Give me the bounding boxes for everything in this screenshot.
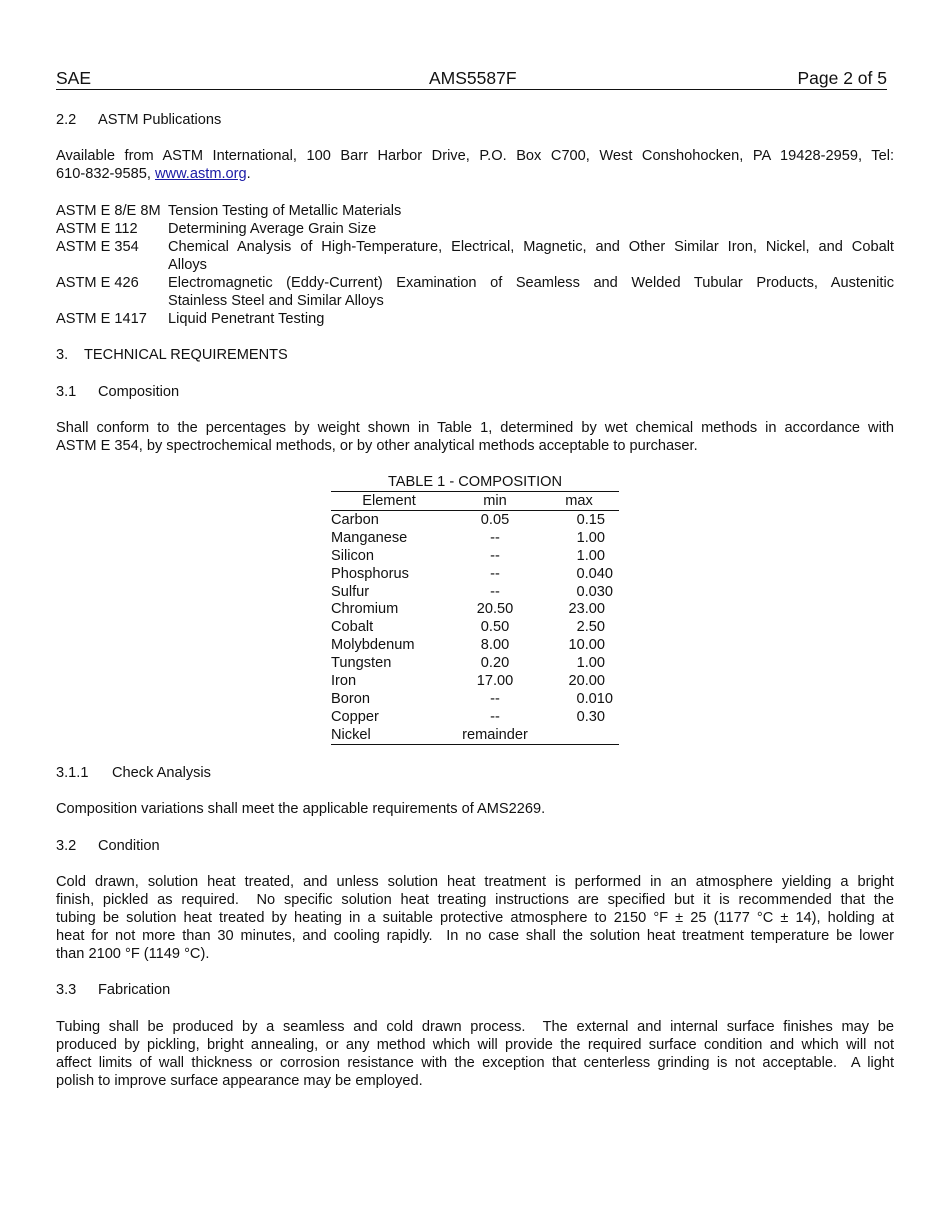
cell-element: Iron [331, 673, 357, 690]
cell-element: Tungsten [331, 655, 392, 672]
cell-element: Copper [331, 708, 379, 725]
header-element: Element [362, 493, 416, 509]
cell-element: Boron [331, 690, 370, 707]
page-header [56, 68, 887, 90]
cell-max: 0.010 [576, 690, 613, 707]
table-row [331, 690, 619, 708]
standard-title: Determining Average Grain Size [168, 221, 377, 237]
cell-max: 20.00 [568, 673, 605, 690]
table-row [331, 511, 619, 529]
standard-code: ASTM E 1417 [56, 311, 147, 327]
cell-max: 1.00 [576, 547, 605, 564]
cell-element: Silicon [331, 547, 374, 564]
section-3-3-heading [56, 981, 171, 999]
standard-code: ASTM E 8/E 8M [56, 203, 161, 219]
cell-min: 17.00 [476, 673, 514, 690]
cell-element: Cobalt [331, 619, 374, 636]
cell-max: 0.30 [576, 708, 605, 725]
cell-element: Sulfur [331, 583, 370, 600]
check-analysis-para: Composition variations shall meet the applicable requirements of AMS2269. [56, 801, 546, 817]
condition-para-line: heat for not more than 30 minutes, and cooling rapidly. In no case shall the solution heat treatment temperature be lower [56, 928, 894, 944]
cell-element: Molybdenum [331, 637, 415, 654]
cell-min: 0.20 [480, 655, 510, 672]
section-2-2-heading [56, 111, 222, 129]
standard-code: ASTM E 112 [56, 221, 138, 237]
phone-text: 610-832-9585, [56, 166, 155, 182]
standard-title: Liquid Penetrant Testing [168, 311, 325, 327]
header-min: min [483, 493, 507, 509]
section-number: 3.3 [56, 982, 77, 998]
standard-title-line-1: Chemical Analysis of High-Temperature, Electrical, Magnetic, and Other Similar Iron, Nickel, and Cobalt [168, 239, 894, 255]
cell-min: remainder [462, 726, 528, 743]
condition-para-line: than 2100 °F (1149 °C). [56, 946, 210, 962]
cell-min: -- [490, 547, 500, 564]
period-text: . [246, 166, 251, 182]
section-number: 3. [56, 347, 69, 363]
cell-min: -- [490, 708, 500, 725]
header-max: max [565, 493, 593, 509]
section-title: Fabrication [98, 982, 171, 998]
fabrication-para-line: polish to improve surface appearance may be employed. [56, 1073, 423, 1089]
standard-code: ASTM E 354 [56, 239, 139, 255]
header-org: SAE [56, 68, 92, 88]
cell-element: Chromium [331, 601, 399, 618]
section-number: 3.1 [56, 384, 77, 400]
standard-title: Tension Testing of Metallic Materials [168, 203, 402, 219]
cell-max: 23.00 [568, 601, 605, 618]
cell-element: Manganese [331, 529, 408, 546]
cell-max: 0.040 [576, 565, 613, 582]
section-number: 2.2 [56, 112, 77, 128]
condition-para-line: Cold drawn, solution heat treated, and unless solution heat treatment is performed in an atmosphere yielding a bright [56, 874, 894, 890]
section-3-1-heading [56, 383, 180, 401]
standard-title-line-2: Stainless Steel and Similar Alloys [168, 293, 384, 309]
cell-min: -- [490, 690, 500, 707]
condition-para-line: tubing be solution heat treated by heating in a suitable protective atmosphere to 2150 °F ± 25 (1177 °C ± 14), holding at [56, 910, 894, 926]
cell-min: -- [490, 583, 500, 600]
cell-min: 0.05 [480, 512, 510, 528]
section-title: Composition [98, 384, 180, 400]
fabrication-para-line: produced by pickling, bright annealing, or any method which will provide the required surface condition and which will not [56, 1037, 894, 1053]
cell-element: Phosphorus [331, 565, 409, 582]
cell-min: 0.50 [480, 619, 510, 636]
table-row [331, 600, 619, 618]
cell-max: 2.50 [576, 619, 605, 636]
table-header-row [331, 491, 619, 511]
cell-max: 10.00 [568, 637, 605, 654]
section-title: Condition [98, 838, 160, 854]
table-row [331, 529, 619, 547]
table-row [331, 565, 619, 583]
cell-max: 1.00 [576, 655, 605, 672]
table-row [331, 583, 619, 601]
astm-website-link[interactable]: www.astm.org [155, 166, 247, 182]
cell-max: 1.00 [576, 529, 605, 546]
section-number: 3.1.1 [56, 765, 89, 781]
cell-max: 0.15 [576, 512, 605, 528]
table-row [331, 708, 619, 726]
fabrication-para-line: Tubing shall be produced by a seamless and cold drawn process. The external and internal surface finishes may be [56, 1019, 894, 1035]
section-3-1-1-heading [56, 764, 211, 782]
condition-para-line: finish, pickled as required. No specific solution heat treating instructions are specified but it is recommended that the [56, 892, 894, 908]
table-row [331, 726, 619, 745]
section-3-heading [56, 346, 288, 364]
availability-line-1: Available from ASTM International, 100 Barr Harbor Drive, P.O. Box C700, West Conshohocken, PA 19428-2959, Tel: [56, 148, 894, 164]
section-title: Check Analysis [112, 765, 211, 781]
table-row [331, 654, 619, 672]
section-title: TECHNICAL REQUIREMENTS [84, 347, 288, 363]
availability-line-2 [56, 165, 251, 183]
cell-max: 0.030 [576, 583, 613, 600]
cell-min: 20.50 [476, 601, 514, 618]
cell-min: 8.00 [480, 637, 510, 654]
table-row [331, 636, 619, 654]
composition-para-line-1: Shall conform to the percentages by weight shown in Table 1, determined by wet chemical methods in accordance with [56, 420, 894, 436]
fabrication-para-line: affect limits of wall thickness or corrosion resistance with the exception that centerless grinding is not acceptable. A light [56, 1055, 894, 1071]
section-number: 3.2 [56, 838, 77, 854]
cell-min: -- [490, 565, 500, 582]
section-title: ASTM Publications [98, 112, 222, 128]
standard-title-line-2: Alloys [168, 257, 207, 273]
cell-element: Carbon [331, 512, 379, 528]
cell-min: -- [490, 529, 500, 546]
header-page-number: Page 2 of 5 [797, 68, 887, 88]
composition-table [331, 473, 619, 745]
section-3-2-heading [56, 837, 160, 855]
composition-para-line-2: ASTM E 354, by spectrochemical methods, or by other analytical methods acceptable to purchaser. [56, 438, 698, 454]
standard-code: ASTM E 426 [56, 275, 139, 291]
cell-element: Nickel [331, 726, 371, 743]
header-doc-number: AMS5587F [429, 68, 517, 88]
table-row [331, 547, 619, 565]
standard-title-line-1: Electromagnetic (Eddy-Current) Examination of Seamless and Welded Tubular Products, Austenitic [168, 275, 894, 291]
table-title: TABLE 1 - COMPOSITION [387, 474, 563, 490]
table-row [331, 618, 619, 636]
table-row [331, 672, 619, 690]
